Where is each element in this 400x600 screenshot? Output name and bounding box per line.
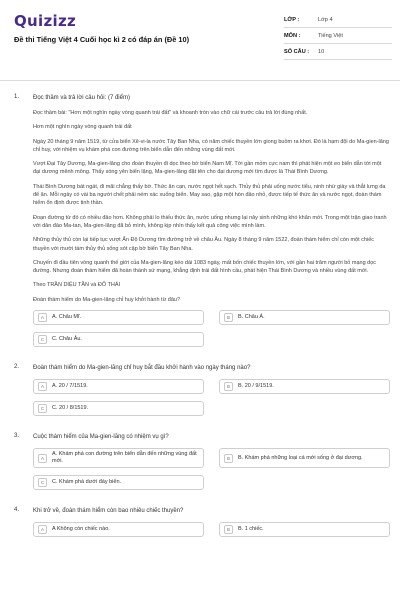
answer-options <box>33 310 390 354</box>
meta-info <box>284 12 392 60</box>
option-text: C. Châu Âu. <box>52 336 82 343</box>
question-number: 2. <box>14 364 20 371</box>
question-3 <box>14 433 390 497</box>
option-text: C. 20 / 8/1519. <box>52 405 89 412</box>
option-letter: A <box>38 382 47 391</box>
answer-option-b[interactable] <box>219 522 390 537</box>
answer-option-a[interactable] <box>33 522 204 537</box>
passage-paragraph: Chuyến đi đầu tiên vòng quanh thế giới của Ma-gien-lăng kéo dài 1083 ngày, mất bốn chiếc thuyền lớn, với gần hai trăm người bỏ mạng dọc đường. Nhưng đoàn thám hiểm đã hoàn thành sứ mạng, khẳng định trái đất hình cầu, phát hiện Thái Bình Dương và nhiều vùng đất mới. <box>33 259 377 275</box>
option-letter: A <box>38 525 47 534</box>
answer-option-b[interactable] <box>219 310 390 325</box>
option-letter: A <box>38 313 47 322</box>
passage-paragraph: Những thủy thủ còn lại tiếp tục vượt Ấn Độ Dương tìm đường trở về châu Âu. Ngày 8 tháng 9 năm 1522, đoàn thám hiểm chỉ còn một chiếc thuyền với mười tám thủy thủ sống sót cập bờ biển Tây Ban Nha. <box>33 237 374 252</box>
question-list <box>14 94 390 544</box>
answer-option-c[interactable] <box>33 475 204 490</box>
passage-paragraph: Vượt Đại Tây Dương, Ma-gien-lăng cho đoàn thuyền đi dọc theo bờ biển Nam Mĩ. Tới gần mỏm cực nam thì phát hiện một eo biển dẫn tới một đại dương mênh mông. Thấy sóng yên biển lặng, Ma-gien-lăng đặt tên cho đại dương mới tìm được là Thái Bình Dương. <box>33 161 382 176</box>
passage-paragraph: Đọc thầm bài: "Hơn một nghìn ngày vòng quanh trái đất" và khoanh tròn vào chữ cái trước câu trả lời đúng nhất. <box>33 110 308 116</box>
option-letter: C <box>38 335 47 344</box>
answer-option-b[interactable] <box>219 448 390 468</box>
header <box>0 0 400 68</box>
option-letter: C <box>38 404 47 413</box>
option-text: B. 20 / 9/1519. <box>238 383 274 390</box>
header-divider <box>0 80 400 81</box>
option-text: A Không còn chiếc nào. <box>52 526 110 533</box>
option-text: C. Khám phá dưới đáy biển. <box>52 479 122 486</box>
answer-options <box>33 522 390 544</box>
answer-option-a[interactable] <box>33 448 204 468</box>
option-text: B. Châu Á. <box>238 314 265 321</box>
question-stem: Đọc thầm và trả lời câu hỏi: (7 điểm) <box>33 95 130 101</box>
passage-title: Hơn một nghìn ngày vòng quanh trái đất <box>33 124 132 131</box>
option-letter: B <box>224 454 233 463</box>
option-spacer <box>219 401 390 416</box>
answer-options <box>33 379 390 423</box>
option-text: A. Khám phá con đường trên biển dẫn đến những vùng đất mới. <box>52 451 197 465</box>
question-stem: Đoàn thám hiểm do Ma-gien-lăng chỉ huy bắt đầu khởi hành vào ngày tháng nào? <box>33 365 251 372</box>
meta-key: LỚP : <box>284 16 300 23</box>
answer-option-c[interactable] <box>33 332 204 347</box>
question-number: 4. <box>14 507 20 514</box>
meta-row-subject <box>284 28 392 44</box>
question-stem: Khi trở về, đoàn thám hiểm còn bao nhiêu chiếc thuyền? <box>33 508 184 515</box>
meta-key: MÔN : <box>284 32 301 39</box>
option-letter: B <box>224 525 233 534</box>
answer-options <box>33 448 390 497</box>
passage-paragraph: Thái Bình Dương bát ngát, đi mãi chẳng thấy bờ. Thức ăn cạn, nước ngọt hết sạch. Thủy thủ phải uống nước tiểu, ninh nhừ giày và thắt lưng da để ăn. Mỗi ngày có vài ba người chết phải ném xác xuống biển. May sao, gặp một hòn đảo nhỏ, được tiếp tế thức ăn và nước ngọt, đoàn thám hiểm ổn định được tinh thần. <box>33 183 386 207</box>
passage-author: Theo TRẦN DIỆU TẦN và ĐỖ THÁI <box>33 282 121 289</box>
question-body <box>33 507 390 544</box>
question-4 <box>14 507 390 544</box>
question-body <box>33 433 390 497</box>
sub-question: Đoàn thám hiểm do Ma-gien-lăng chỉ huy khởi hành từ đâu? <box>33 296 181 303</box>
spacer <box>14 497 390 507</box>
answer-option-a[interactable] <box>33 310 204 325</box>
spacer <box>14 354 390 364</box>
question-2 <box>14 364 390 423</box>
meta-value: Tiếng Việt <box>318 32 343 39</box>
option-letter: C <box>38 478 47 487</box>
answer-option-c[interactable] <box>33 401 204 416</box>
option-spacer <box>219 332 390 347</box>
option-text: B. Khám phá những loại cá mới sống ở đại dương. <box>238 454 363 461</box>
passage-paragraph: Đoạn đường từ đó có nhiều đảo hơn. Không phải lo thiếu thức ăn, nước uống nhưng lại nảy sinh những khó khăn mới. Trong một trận giao tranh với dân đảo Ma-tan, Ma-gien-lăng đã bỏ mình, không kịp nhìn thấy kết quả công việc mình làm. <box>33 214 387 229</box>
option-text: B. 1 chiếc. <box>238 526 264 533</box>
answer-option-b[interactable] <box>219 379 390 394</box>
option-text: A. Châu Mĩ. <box>52 314 82 321</box>
question-number: 3. <box>14 433 20 440</box>
quizizz-logo: Quizizz <box>14 12 77 30</box>
question-body <box>33 94 390 354</box>
answer-option-a[interactable] <box>33 379 204 394</box>
spacer <box>14 423 390 433</box>
option-letter: B <box>224 382 233 391</box>
question-stem: Cuộc thám hiểm của Ma-gien-lăng có nhiệm vụ gì? <box>33 434 169 441</box>
option-spacer <box>219 475 390 490</box>
passage-paragraph: Ngày 20 tháng 9 năm 1519, từ cửa biển Xê-vi-la nước Tây Ban Nha, có năm chiếc thuyền lớn giong buồm ra khơi. Đó là hạm đội do Ma-gien-lăng chỉ huy, với nhiệm vụ khám phá con đường trên biển dẫn đến những vùng đất mới. <box>33 138 389 153</box>
question-1 <box>14 94 390 354</box>
meta-row-count <box>284 44 392 60</box>
question-number: 1. <box>14 94 20 100</box>
option-letter: B <box>224 313 233 322</box>
question-body <box>33 364 390 423</box>
page-title: Đề thi Tiếng Việt 4 Cuối học kì 2 có đáp án (Đề 10) <box>14 35 190 44</box>
option-text: A. 20 / 7/1519. <box>52 383 88 390</box>
meta-row-class <box>284 12 392 28</box>
meta-key: SỐ CÂU : <box>284 48 310 55</box>
option-letter: A <box>38 454 47 463</box>
meta-value: 10 <box>318 48 325 55</box>
meta-value: Lớp 4 <box>318 16 333 23</box>
